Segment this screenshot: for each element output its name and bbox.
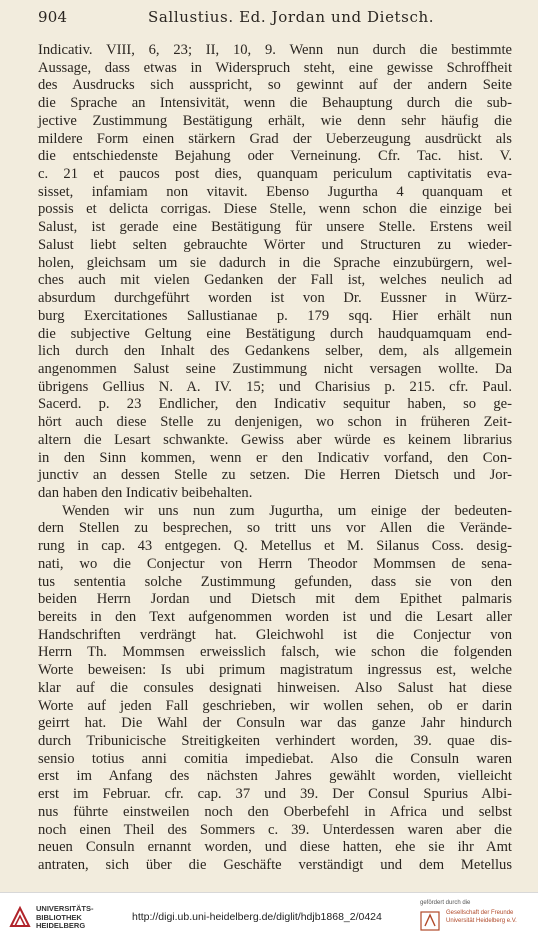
text-line: dan haben den Indicativ beibehalten. [38, 484, 253, 501]
running-title: Sallustius. Ed. Jordan und Dietsch. [148, 8, 435, 26]
text-line: tus sententia solche Zustimmung gefunden, dass sie von den [38, 573, 512, 590]
page-number: 904 [38, 8, 68, 26]
text-line: die entschiedenste Bejahung oder Verneinung. Cfr. Tac. hist. V. [38, 148, 512, 165]
text-line: holen, gleichsam um sie dadurch in die Sprache einzubürgern, wel- [38, 254, 512, 271]
text-line: Sacerd. p. 23 Endlicher, den Indicativ sequitur haben, so ge- [38, 396, 512, 413]
body-text [38, 42, 512, 875]
text-line: Salust liebt selten gebrauchte Wörter und Structuren zu wieder- [38, 236, 512, 253]
text-line: Salust, ist gerade eine Bestätigung für unsere Stelle. Erstens weil [38, 219, 512, 236]
sponsor-name-line-1: Gesellschaft der Freunde [446, 910, 514, 916]
library-name-line-2: BIBLIOTHEK [36, 912, 82, 922]
text-line: mildere Form einen stärkern Grad der Ueberzeugung ausdrückt als [38, 130, 512, 147]
text-line: jective Zustimmung Bestätigung erhält, wie denn sehr häufig die [38, 112, 512, 129]
text-line: rung in cap. 43 entgegen. Q. Metellus et M. Silanus Coss. desig- [38, 538, 512, 555]
text-line: nus führte einstweilen noch den Oberbefehl in Africa und selbst [38, 803, 512, 820]
text-line: angenommen Salust seine Zustimmung nicht versagen wollte. Da [38, 360, 512, 377]
text-line: geirrt hat. Die Wahl der Consuln war das ganze Jahr hindurch [38, 715, 512, 732]
sponsor-name-line-2: Universität Heidelberg e.V. [446, 917, 517, 924]
text-line: Worte auf jeden Fall geschrieben, wir wollen sehen, ob er darin [38, 697, 512, 714]
text-line: durch Tribunicische Streitigkeiten verhindert worden, 39. quae dis- [38, 733, 512, 750]
text-line: neuen Consuln ernannt worden, und diese hatten, ehe sie ihr Amt [38, 839, 512, 856]
sponsor-label: gefördert durch die [420, 900, 471, 906]
text-line: klar auf die consules designati hinweisen. Also Salust hat diese [38, 679, 512, 696]
text-line: possis et delicta corrigas. Diese Stelle, wenn schon die einzige bei [38, 201, 512, 218]
library-name-line-1: UNIVERSITÄTS- [36, 904, 94, 913]
text-line: die subjective Geltung eine Bestätigung durch haudquamquam end- [38, 325, 512, 342]
text-line: erst im Anfang des nächsten Jahres gewählt worden, vielleicht [38, 768, 512, 785]
text-line: Worte beweisen: Is ubi primum magistratum ingressus est, welche [38, 662, 512, 679]
text-line: beiden Herrn Jordan und Dietsch mit dem Epithet palmaris [38, 591, 512, 608]
text-line: hört auch diese Stelle zu denjenigen, wo schon in früheren Zeit- [38, 414, 512, 431]
text-line: junctiv an dessen Stelle zu setzen. Die Herren Dietsch und Jor- [38, 467, 512, 484]
text-line: erst im Februar. cfr. cap. 37 und 39. Der Consul Spurius Albi- [38, 786, 512, 803]
text-line: Indicativ. VIII, 6, 23; II, 10, 9. Wenn nun durch die bestimmte [38, 42, 512, 58]
text-line: Handschriften verdrängt hat. Gleichwohl ist die Conjectur von [38, 626, 512, 643]
text-line: Aussage, dass etwas in Widerspruch steht, eine gewisse Schroffheit [38, 59, 512, 76]
text-line: Wenden wir uns nun zum Jugurtha, um einige der bedeuten- [62, 502, 512, 519]
text-line: Herrn Th. Mommsen erweisslich falsch, wie schon die folgenden [38, 644, 512, 661]
text-line: sisset, infamiam non vitavit. Ebenso Jugurtha 4 quanquam et [38, 183, 512, 200]
sponsor-name [446, 910, 517, 925]
text-line: altern die Lesart schwankte. Gewiss aber würde es keinem librarius [38, 431, 512, 448]
page-header [38, 8, 500, 30]
text-line: bereits in den Text aufgenommen worden ist und die Lesart aller [38, 609, 512, 625]
text-line: sensio totius anni comitia impediebat. Also die Consuln waren [38, 750, 512, 767]
text-line: dern Stellen zu besprechen, so tritt uns vor Allen die Verände- [38, 520, 512, 537]
text-line: des Ausdrucks sich ausspricht, so gewinnt auf der andern Seite [38, 77, 512, 94]
viewer-footer [0, 892, 538, 939]
text-line: in den Sinn kommen, wenn er den Indicativ vorfand, den Con- [38, 449, 512, 466]
library-name [36, 905, 94, 931]
text-line: absurdum durchgeführt worden ist von Dr. Eussner in Würz- [38, 290, 512, 307]
text-line: lich durch den Inhalt des Gedankens selber, dem, als allgemein [38, 343, 512, 360]
text-line: nati, wo die Conjectur von Herrn Theodor Mommsen de sena- [38, 555, 512, 572]
text-line: burg Exercitationes Sallustianae p. 179 sqq. Hier erhält nun [38, 307, 512, 324]
sponsor-logo-icon[interactable] [420, 911, 440, 931]
permalink-url[interactable]: http://digi.ub.uni-heidelberg.de/diglit/hdjb1868_2/0424 [132, 911, 382, 923]
text-line: ches auch mit vielen Gedanken der Fall ist, welches neulich ad [38, 272, 512, 289]
text-line: die Sprache an Intensivität, wenn die Behauptung durch die sub- [38, 95, 512, 112]
text-line: c. 21 et paucos post dies, quanquam periculum captivitatis eva- [38, 166, 512, 183]
university-library-logo-icon[interactable] [8, 905, 32, 929]
text-line: noch einen Theil des Sommers c. 39. Unterdessen waren aber die [38, 821, 512, 838]
text-line: antraten, sich über die Geschäfte verständigt und dem Metellus [38, 857, 512, 874]
text-line: übrigens Gellius N. A. IV. 15; und Charisius p. 215. cfr. Paul. [38, 378, 512, 395]
library-name-line-3: HEIDELBERG [36, 921, 86, 930]
